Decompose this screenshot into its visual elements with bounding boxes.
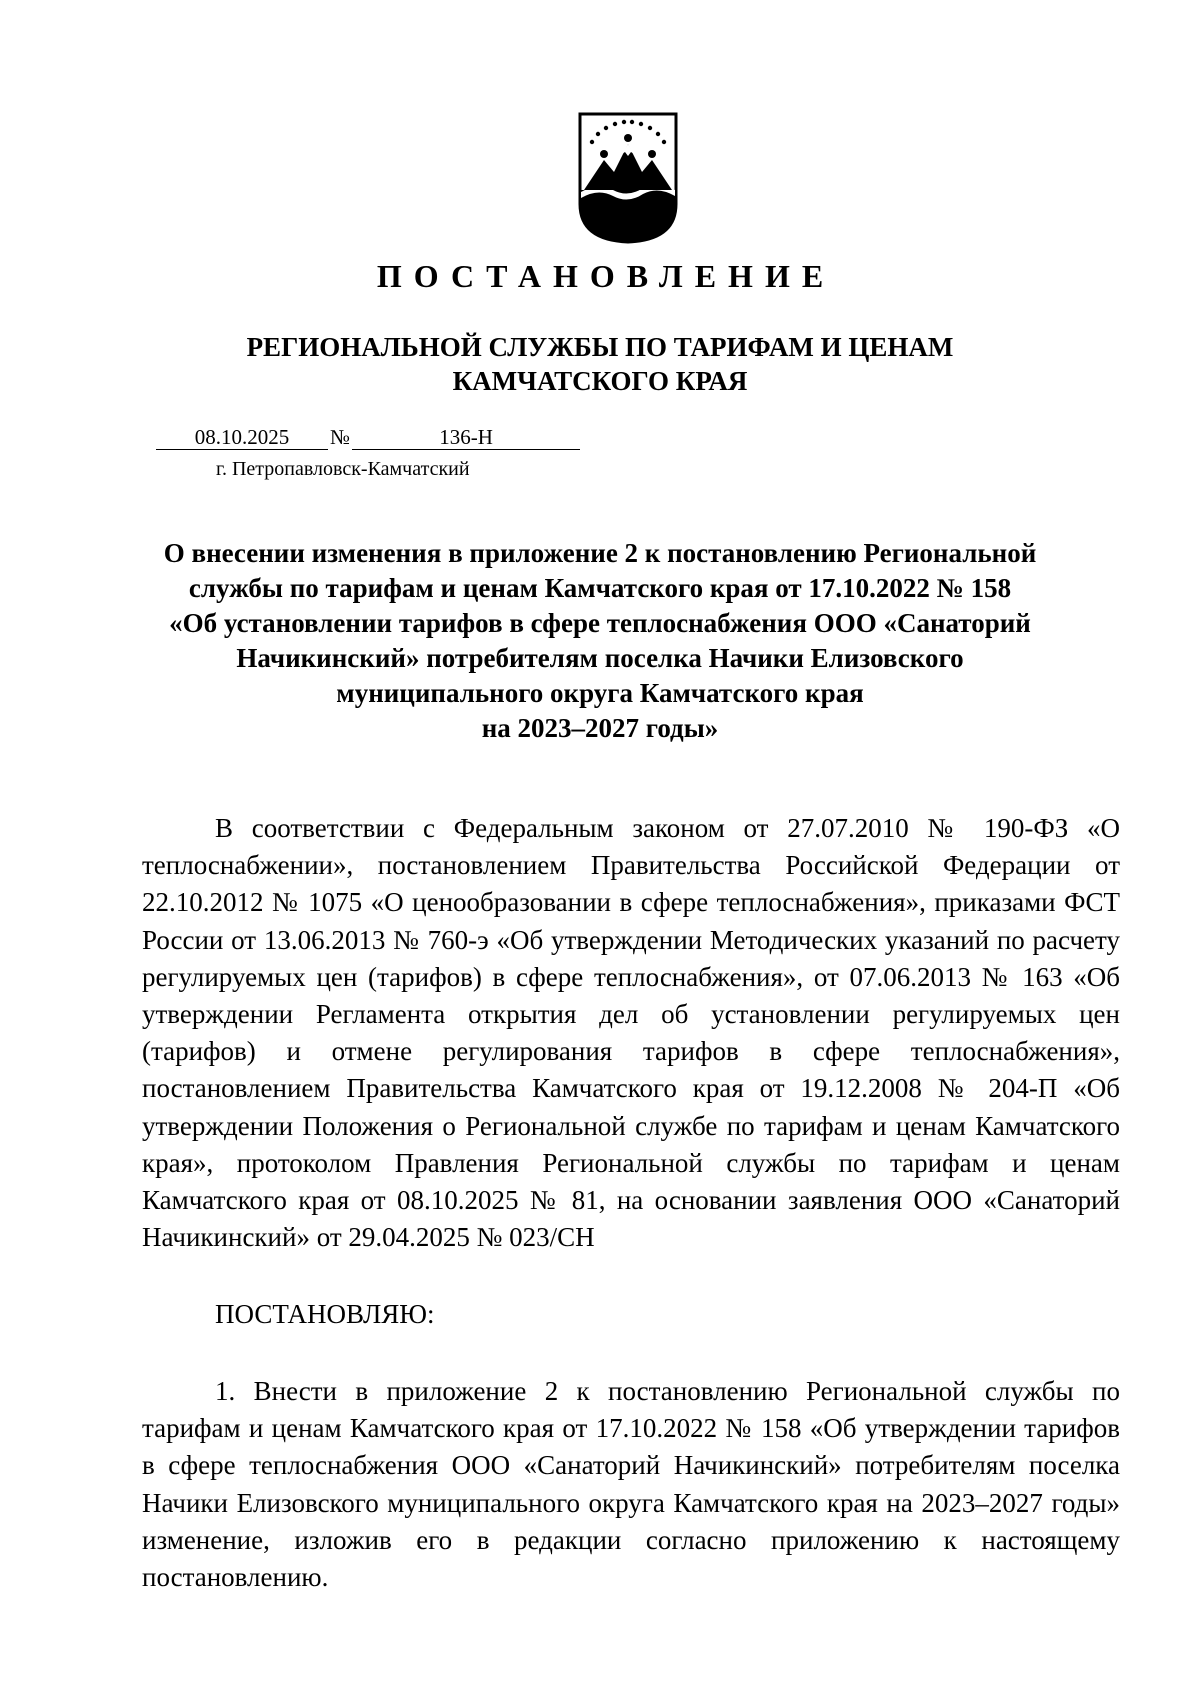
subject-line: О внесении изменения в приложение 2 к постановлению Региональной — [163, 538, 1037, 568]
preamble-paragraph: В соответствии с Федеральным законом от 27.07.2010 № 190-ФЗ «О теплоснабжении», постановлением Правительства Российской Федерации от 22.10.2012 № 1075 «О ценообразовании в сфере теплоснабжения», приказами ФСТ России от 13.06.2013 № 760-э «Об утверждении Методических указаний по расчету регулируемых цен (тарифов) в сфере теплоснабжения», от 07.06.2013 № 163 «Об утверждении Регламента открытия дел об установлении регулируемых цен (тарифов) и отмене регулирования тарифов в сфере теплоснабжения», постановлением Правительства Камчатского края от 19.12.2008 № 204-П «Об утверждении Положения о Региональной службе по тарифам и ценам Камчатского края», протоколом Правления Региональной службы по тарифам и ценам Камчатского края от 08.10.2025 № 81, на основании заявления ООО «Санаторий Начикинский» от 29.04.2025 № 023/СН — [142, 813, 1120, 1253]
city-of-issue: г. Петропавловск-Камчатский — [216, 458, 470, 480]
subject-line: «Об установлении тарифов в сфере теплоснабжения ООО «Санаторий — [169, 608, 1031, 638]
number-sign: № — [330, 425, 351, 449]
document-number: 136-Н — [352, 425, 580, 450]
issuing-authority — [0, 330, 1200, 398]
kamchatka-coat-of-arms-icon — [578, 112, 678, 244]
document-date: 08.10.2025 — [156, 425, 328, 450]
subject-line: службы по тарифам и ценам Камчатского края от 17.10.2022 № 158 — [188, 573, 1012, 603]
subject-line: на 2023–2027 годы» — [481, 713, 719, 743]
authority-line: РЕГИОНАЛЬНОЙ СЛУЖБЫ ПО ТАРИФАМ И ЦЕНАМ — [246, 332, 954, 362]
authority-line: КАМЧАТСКОГО КРАЯ — [452, 366, 748, 396]
item-1-paragraph: 1. Внести в приложение 2 к постановлению Региональной службы по тарифам и ценам Камчатского края от 17.10.2022 № 158 «Об утверждении тарифов в сфере теплоснабжения ООО «Санаторий Начикинский» потребителям поселка Начики Елизовского муниципального округа Камчатского края на 2023–2027 годы» изменение, изложив его в редакции согласно приложению к настоящему постановлению. — [142, 1376, 1120, 1593]
decree-word: ПОСТАНОВЛЯЮ: — [215, 1299, 435, 1329]
document-subject — [0, 536, 1200, 746]
subject-line: Начикинский» потребителям поселка Начики Елизовского — [236, 643, 964, 673]
date-number-line — [156, 424, 580, 450]
subject-line: муниципального округа Камчатского края — [336, 678, 864, 708]
document-type-title: ПОСТАНОВЛЕНИЕ — [376, 258, 836, 294]
